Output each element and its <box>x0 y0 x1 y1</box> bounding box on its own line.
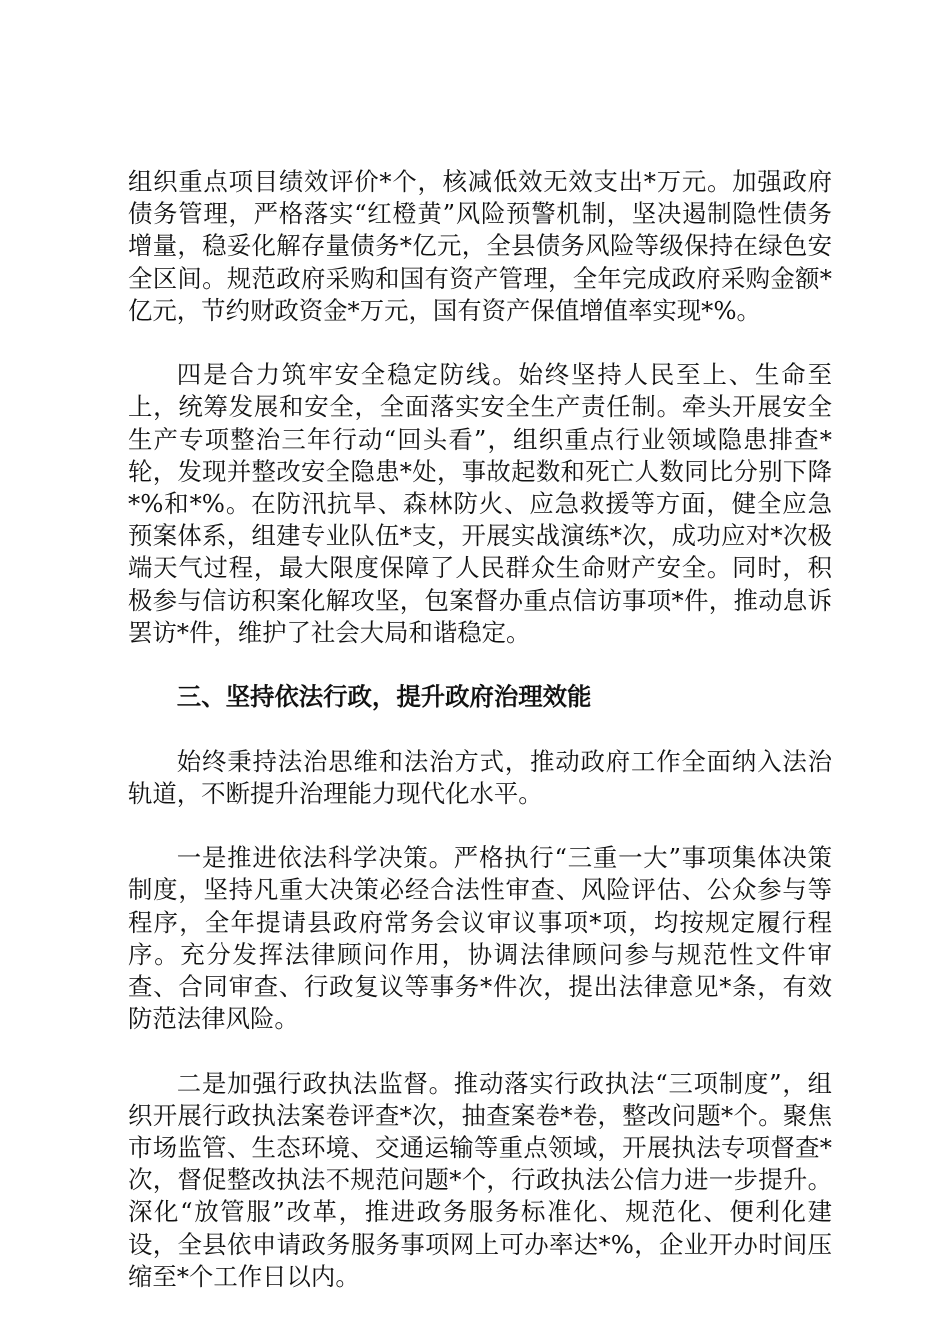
paragraph-budget-debt: 组织重点项目绩效评价*个，核减低效无效支出*万元。加强政府债务管理，严格落实“红橙黄”风险预警机制，坚决遏制隐性债务增量，稳妥化解存量债务*亿元，全县债务风险等级保持在绿色安全区间。规范政府采购和国有资产管理，全年完成政府采购金额*亿元，节约财政资金*万元，国有资产保值增值率实现*%。 <box>128 167 832 325</box>
paragraph-law-enforcement: 二是加强行政执法监督。推动落实行政执法“三项制度”，组织开展行政执法案卷评查*次，抽查案卷*卷，整改问题*个。聚焦市场监管、生态环境、交通运输等重点领域，开展执法专项督查*次，督促整改执法不规范问题*个，行政执法公信力进一步提升。深化“放管服”改革，推进政务服务标准化、规范化、便利化建设，全县依申请政务服务事项网上可办率达*%，企业开办时间压缩至*个工作日以内。 <box>128 1068 832 1291</box>
paragraph-section-intro: 始终秉持法治思维和法治方式，推动政府工作全面纳入法治轨道，不断提升治理能力现代化水平。 <box>128 746 832 808</box>
section-heading-rule-of-law: 三、坚持依法行政，提升政府治理效能 <box>176 682 592 712</box>
document-page <box>128 166 832 1325</box>
paragraph-scientific-decision: 一是推进依法科学决策。严格执行“三重一大”事项集体决策制度，坚持凡重大决策必经合法性审查、风险评估、公众参与等程序，全年提请县政府常务会议审议事项*项，均按规定履行程序。充分发挥法律顾问作用，协调法律顾问参与规范性文件审查、合同审查、行政复议等事务*件次，提出法律意见*条，有效防范法律风险。 <box>128 843 832 1034</box>
paragraph-safety-stability: 四是合力筑牢安全稳定防线。始终坚持人民至上、生命至上，统筹发展和安全，全面落实安全生产责任制。牵头开展安全生产专项整治三年行动“回头看”，组织重点行业领域隐患排查*轮，发现并整改安全隐患*处，事故起数和死亡人数同比分别下降*%和*%。在防汛抗旱、森林防火、应急救援等方面，健全应急预案体系，组建专业队伍*支，开展实战演练*次，成功应对*次极端天气过程，最大限度保障了人民群众生命财产安全。同时，积极参与信访积案化解攻坚，包案督办重点信访事项*件，推动息诉罢访*件，维护了社会大局和谐稳定。 <box>128 360 832 647</box>
